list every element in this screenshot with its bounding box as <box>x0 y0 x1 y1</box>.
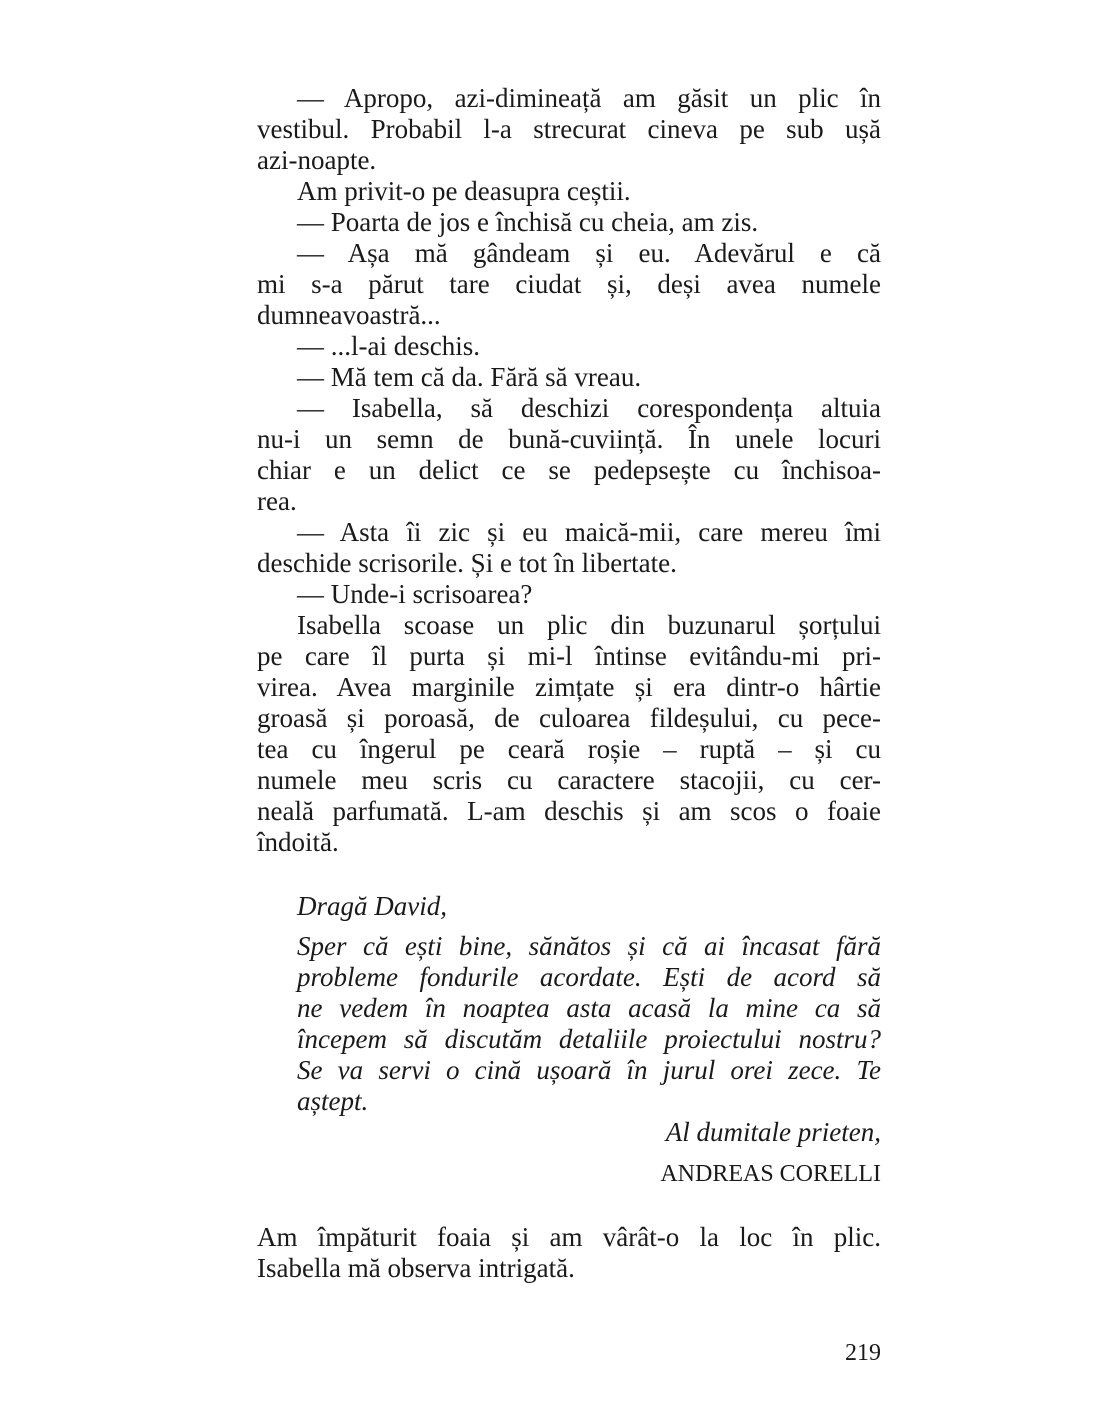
paragraph <box>257 83 881 176</box>
text-line: — Unde-i scrisoarea? <box>297 579 533 609</box>
text-line: rea. <box>257 486 297 516</box>
text-line: Am împăturit foaia și am vârât-o la loc în plic. <box>257 1222 881 1252</box>
text-line: groasă și poroasă, de culoarea fildeșului, cu pece- <box>257 703 881 733</box>
paragraph <box>257 331 881 362</box>
letter-body <box>297 931 881 1117</box>
letter-signature: ANDREAS CORELLI <box>660 1161 881 1187</box>
paragraph <box>257 362 881 393</box>
page-number: 219 <box>845 1340 881 1366</box>
text-line: Sper că ești bine, sănătos și că ai încasat fără <box>297 931 881 961</box>
text-line: neală parfumată. L-am deschis și am scos o foaie <box>257 796 881 826</box>
text-line: începem să discutăm detaliile proiectului nostru? <box>297 1024 881 1054</box>
text-line: azi-noapte. <box>257 145 377 175</box>
text-line: Isabella mă observa intrigată. <box>257 1253 575 1283</box>
text-line: numele meu scris cu caractere stacojii, cu cer- <box>257 765 881 795</box>
text-line: — Mă tem că da. Fără să vreau. <box>297 362 642 392</box>
text-line: Se va servi o cină ușoară în jurul orei zece. Te <box>297 1055 881 1085</box>
text-line: probleme fondurile acordate. Ești de acord să <box>297 962 881 992</box>
letter <box>297 891 881 1190</box>
text-line: virea. Avea marginile zimțate și era dintr-o hârtie <box>257 672 881 702</box>
text-line: chiar e un delict ce se pedepsește cu închisoa- <box>257 455 881 485</box>
text-line: aștept. <box>297 1086 369 1116</box>
paragraph <box>257 393 881 517</box>
paragraph <box>257 579 881 610</box>
text-line: — Isabella, să deschizi corespondența altuia <box>297 393 881 423</box>
paragraph <box>257 517 881 579</box>
text-line: vestibul. Probabil l-a strecurat cineva pe sub ușă <box>257 114 881 144</box>
letter-greeting: Dragă David, <box>297 891 447 921</box>
text-line: îndoită. <box>257 827 339 857</box>
text-line: mi s-a părut tare ciudat și, deși avea numele <box>257 269 881 299</box>
text-line: pe care îl purta și mi-l întinse evitându-mi pri- <box>257 641 881 671</box>
text-line: — Poarta de jos e închisă cu cheia, am zis. <box>297 207 759 237</box>
text-line: — Asta îi zic și eu maică-mii, care mereu îmi <box>297 517 881 547</box>
after-letter-paragraph <box>257 1222 881 1284</box>
paragraph <box>257 238 881 331</box>
text-line: Isabella scoase un plic din buzunarul șorțului <box>297 610 881 640</box>
paragraph <box>257 610 881 858</box>
paragraph <box>257 207 881 238</box>
paragraph <box>257 176 881 207</box>
text-line: — Așa mă gândeam și eu. Adevărul e că <box>297 238 881 268</box>
text-line: ne vedem în noaptea asta acasă la mine ca să <box>297 993 881 1023</box>
text-line: deschide scrisorile. Și e tot în libertate. <box>257 548 677 578</box>
text-line: dumneavoastră... <box>257 300 441 330</box>
main-text <box>257 83 881 858</box>
text-line: nu-i un semn de bună-cuviință. În unele locuri <box>257 424 881 454</box>
text-line: — Apropo, azi-dimineață am găsit un plic în <box>297 83 881 113</box>
text-line: tea cu îngerul pe ceară roșie – ruptă – și cu <box>257 734 881 764</box>
text-line: — ...l-ai deschis. <box>297 331 480 361</box>
letter-closing: Al dumitale prieten, <box>665 1117 881 1147</box>
text-line: Am privit-o pe deasupra ceștii. <box>297 176 631 206</box>
